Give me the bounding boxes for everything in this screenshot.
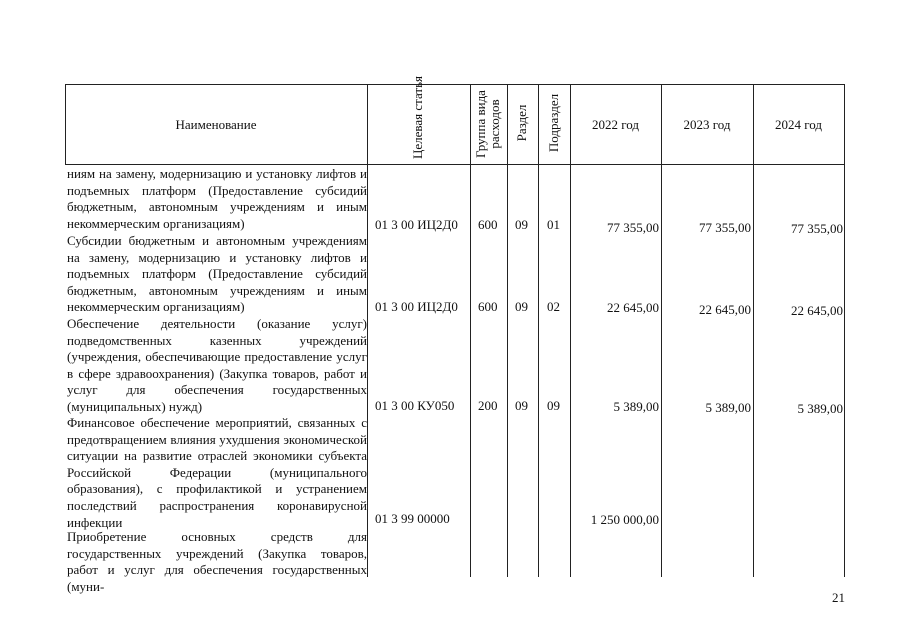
row-2024: 22 645,00 [791, 303, 843, 318]
header-2023: 2023 год [683, 117, 731, 132]
row-name: Субсидии бюджетным и автономным учреждениям на замену, модернизацию и установку лифтов и подъемных платформ (Предоставление субсидий бюджетным, автономным учреждениям и иным некоммерческим организациям) [67, 233, 367, 315]
row-section: 09 [515, 217, 528, 232]
header-group: Группа вида расходов [473, 90, 502, 158]
row-name: Обеспечение деятельности (оказание услуг) подведомственных казенных учреждений (учреждения, обеспечивающие предоставление услуг в сфере здравоохранения) (Закупка товаров, работ и услуг для обеспечения государственных (муниципальных) нужд) [67, 316, 367, 414]
table-top-border [65, 84, 845, 85]
header-target: Целевая статья [410, 75, 425, 159]
col-border [538, 84, 539, 577]
header-2024: 2024 год [775, 117, 822, 132]
col-border [470, 84, 471, 577]
row-2024: 77 355,00 [791, 221, 843, 236]
header-subsection: Подраздел [546, 93, 561, 153]
col-border [753, 84, 754, 577]
row-2022: 77 355,00 [607, 220, 659, 235]
row-code: 01 3 00 КУ050 [375, 398, 455, 413]
header-bottom-border [65, 164, 845, 165]
row-name: Приобретение основных средств для государственных учреждений (Закупка товаров, работ и услуг для обеспечения государственных (муни- [67, 529, 367, 594]
header-name: Наименование [175, 117, 257, 132]
row-2024: 5 389,00 [797, 401, 843, 416]
row-group: 600 [478, 299, 498, 314]
row-group: 600 [478, 217, 498, 232]
row-2022: 22 645,00 [607, 300, 659, 315]
row-2023: 22 645,00 [699, 302, 751, 317]
header-section: Раздел [514, 104, 529, 142]
row-code: 01 3 99 00000 [375, 511, 450, 526]
row-section: 09 [515, 299, 528, 314]
row-2022: 5 389,00 [613, 399, 659, 414]
row-name: Финансовое обеспечение мероприятий, связанных с предотвращением влияния ухудшения экономической ситуации на развитие отраслей экономики субъекта Российской Федерации (муниципального образования), с профилактикой и устранением последствий распространения коронавирусной инфекции [67, 415, 367, 530]
row-sub: 02 [547, 299, 560, 314]
header-2022: 2022 год [592, 117, 639, 132]
page-number: 21 [832, 590, 845, 605]
col-border [570, 84, 571, 577]
row-group: 200 [478, 398, 498, 413]
row-2023: 77 355,00 [699, 220, 751, 235]
row-name: ниям на замену, модернизацию и установку лифтов и подъемных платформ (Предоставление субсидий бюджетным, автономным учреждениям и иным некоммерческим организациям) [67, 166, 367, 231]
col-border [844, 84, 845, 577]
row-sub: 01 [547, 217, 560, 232]
row-code: 01 3 00 ИЦ2Д0 [375, 217, 458, 232]
budget-table [65, 75, 845, 594]
col-border [367, 84, 368, 577]
col-border [661, 84, 662, 577]
row-2023: 5 389,00 [705, 400, 751, 415]
row-sub: 09 [547, 398, 560, 413]
row-2022: 1 250 000,00 [590, 512, 659, 527]
row-code: 01 3 00 ИЦ2Д0 [375, 299, 458, 314]
col-border [507, 84, 508, 577]
row-section: 09 [515, 398, 528, 413]
